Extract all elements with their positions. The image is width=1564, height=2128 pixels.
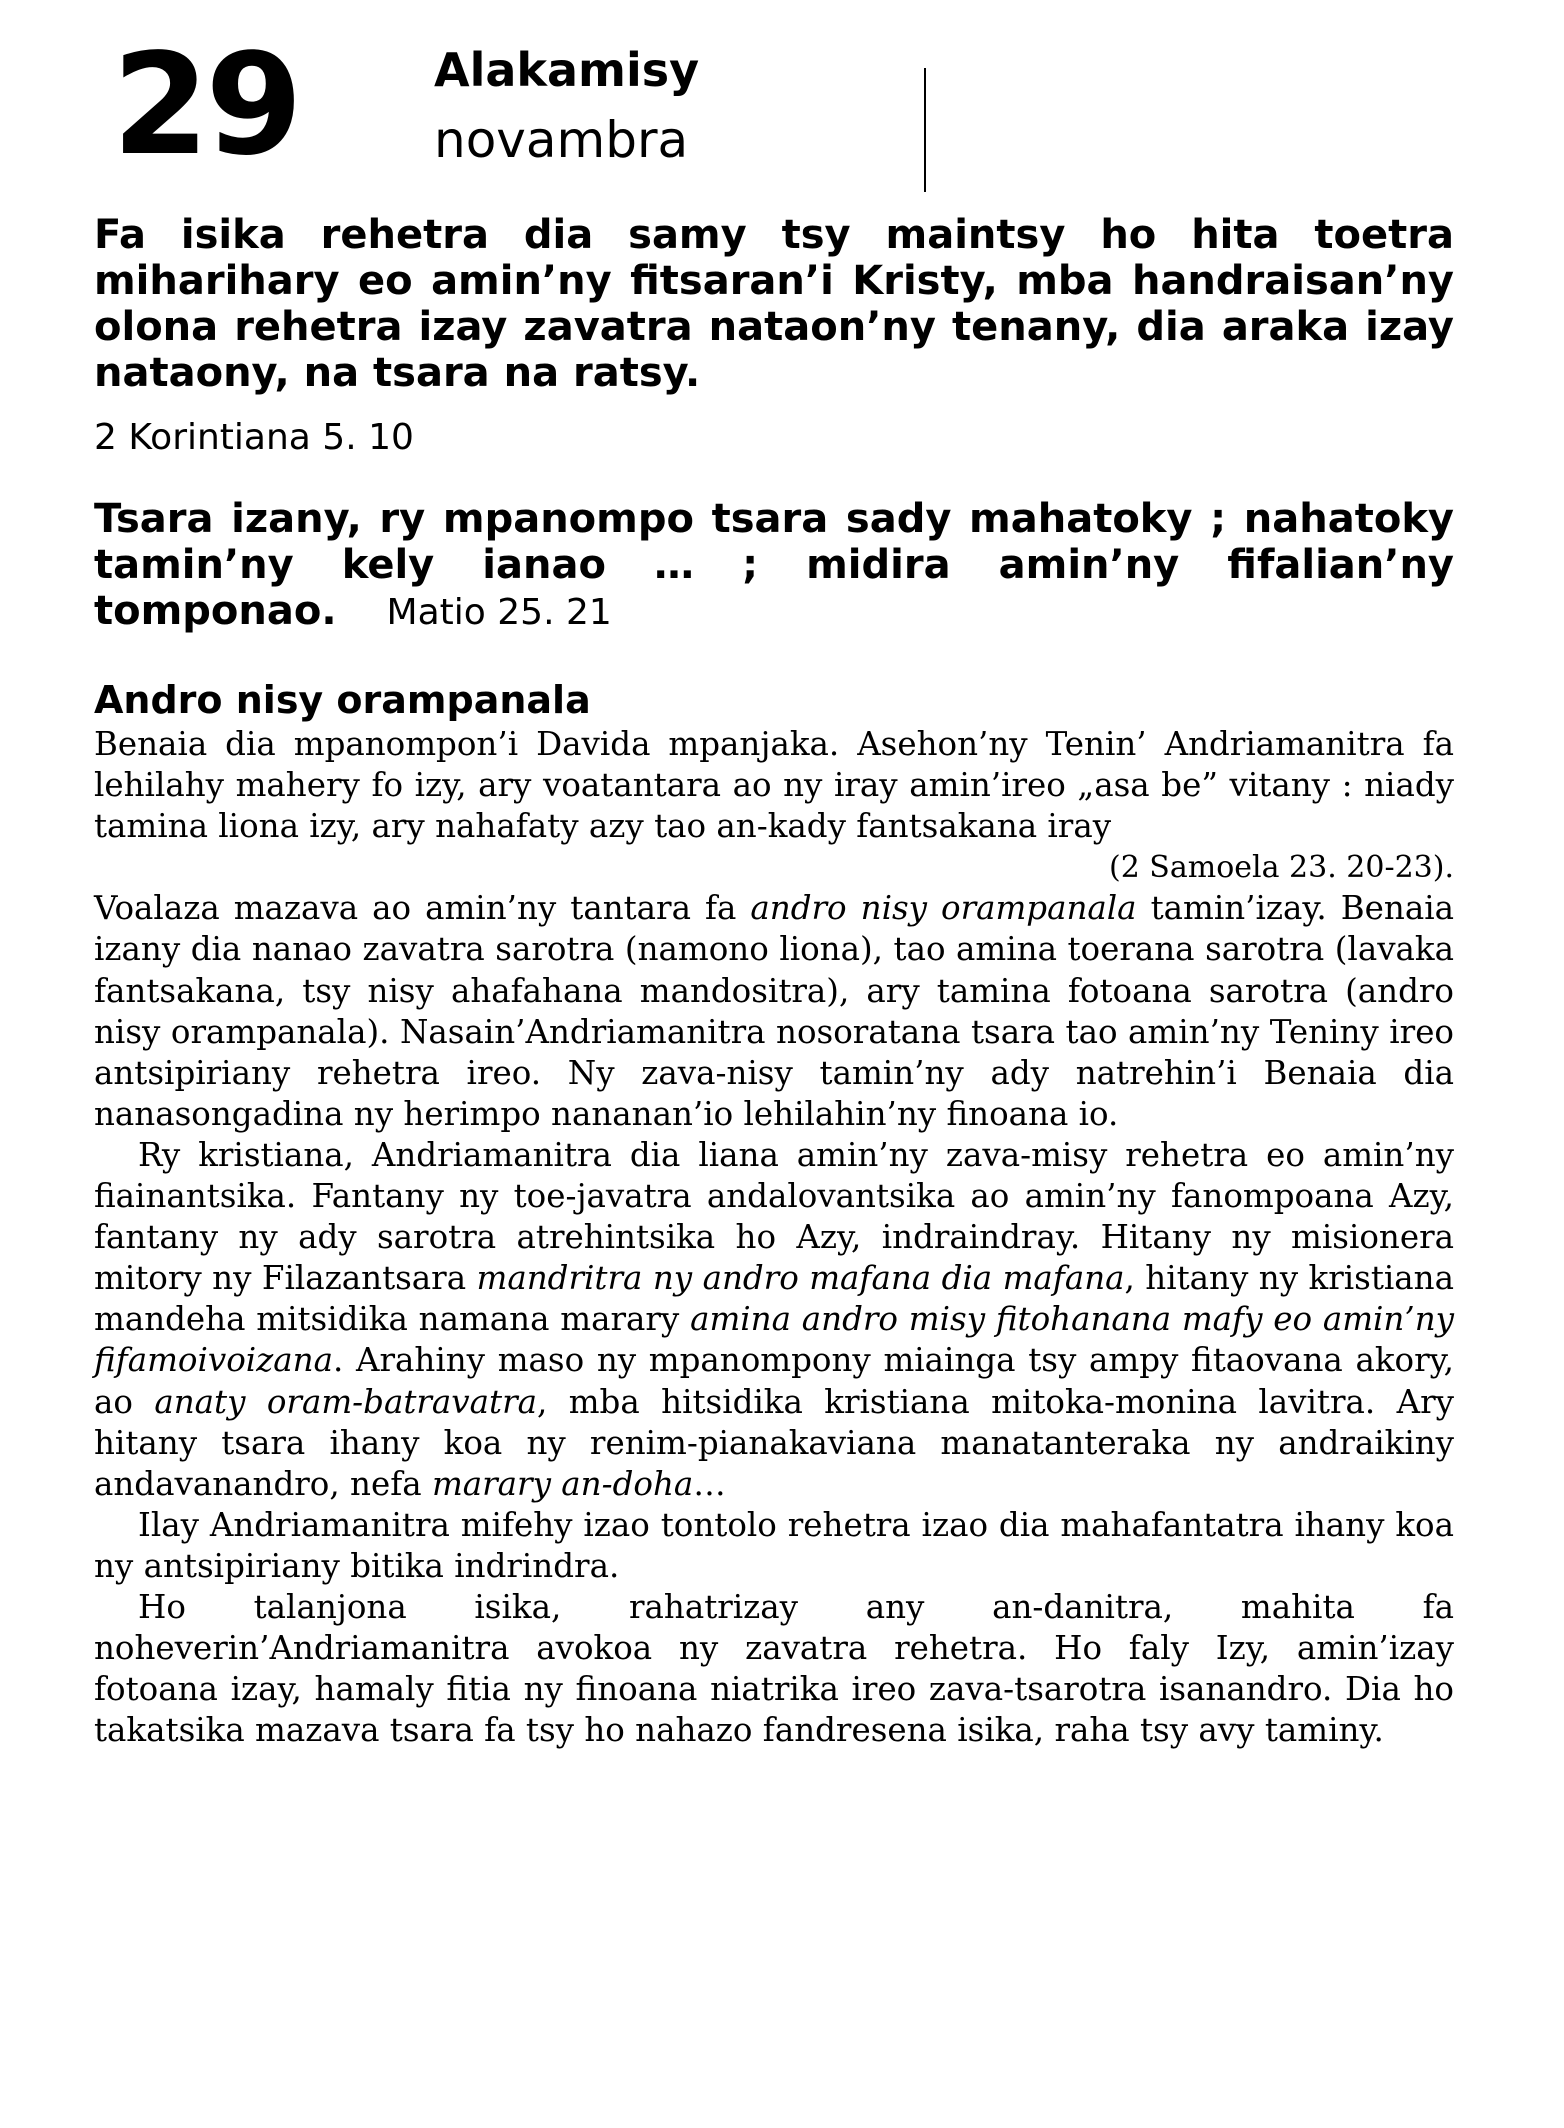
- paragraph-1-reference: (2 Samoela 23. 20-23).: [1108, 850, 1454, 886]
- paragraph-2-emphasis-1: mandritra ny andro mafana dia mafana: [476, 1259, 1125, 1298]
- paragraph-2-emphasis-2: amina andro misy fitohanana mafy eo amin’ny fifamoivoizana: [94, 1300, 1454, 1380]
- paragraph-1-text-b: Voalaza mazava ao amin’ny tantara fa: [94, 889, 737, 928]
- verse-2: [94, 496, 1454, 636]
- date-header: [112, 24, 872, 187]
- paragraph-1: [94, 724, 1454, 1135]
- verse-1: [94, 212, 1454, 396]
- article-body: [94, 724, 1454, 1751]
- paragraph-2-text-g: , mba hitsidika kristiana mitoka-monina lavitra. Ary hitany tsara ihany koa ny renim-pianakaviana manatanteraka ny andraikiny andavanandro, nefa: [94, 1382, 1454, 1503]
- paragraph-1-text-a: Benaia dia mpanompon’i Davida mpanjaka. Asehon’ny Tenin’ Andriamanitra fa lehilahy mahery fo izy, ary voatantara ao ny iray amin’ireo „asa be” vitany : niady tamina liona izy, ary nahafaty azy tao an-kady fantsakana iray: [94, 725, 1454, 846]
- paragraph-2: [94, 1135, 1454, 1505]
- paragraph-1-text-d: tamin’izay. Benaia izany dia nanao zavatra sarotra (namono liona), tao amina toerana sarotra (lavaka fantsakana, tsy nisy ahafahana mandositra), ary tamina fotoana sarotra (andro nisy orampanala). Nasain’Andriamanitra nosoratana tsara tao amin’ny Teniny ireo antsipiriany rehetra ireo. Ny zava-nisy tamin’ny ady natrehin’i Benaia dia nanasongadina ny herimpo nananan’io lehilahin’ny finoana io.: [94, 889, 1454, 1133]
- verse-1-reference: 2 Korintiana 5. 10: [94, 417, 414, 458]
- paragraph-2-emphasis-4: marary an-doha: [431, 1464, 694, 1503]
- verse-1-text: Fa isika rehetra dia samy tsy maintsy ho hita toetra miharihary eo amin’ny fitsaran’i Kristy, mba handraisan’ny olona rehetra izay zavatra nataon’ny tenany, dia araka izay nataony, na tsara na ratsy.: [94, 212, 1454, 396]
- paragraph-2-ellipsis: …: [693, 1464, 726, 1503]
- verse-2-text: Tsara izany, ry mpanompo tsara sady mahatoky ; nahatoky tamin’ny kely ianao … ; midira amin’ny fifalian’ny tomponao.: [94, 496, 1454, 634]
- paragraph-2-emphasis-3: anaty oram-batravatra: [154, 1382, 538, 1421]
- header-divider: [924, 68, 926, 192]
- paragraph-3: Ilay Andriamanitra mifehy izao tontolo rehetra izao dia mahafantatra ihany koa ny antsipiriany bitika indrindra.: [94, 1505, 1454, 1585]
- paragraph-2-text-c: , hitany ny kristiana mandeha mitsidika namana marary: [94, 1259, 1454, 1339]
- month: novambra: [434, 111, 689, 169]
- paragraph-1-emphasis: andro nisy orampanala: [750, 889, 1137, 928]
- verse-2-reference: Matio 25. 21: [386, 592, 612, 633]
- paragraph-4: Ho talanjona isika, rahatrizay any an-danitra, mahita fa noheverin’Andriamanitra avokoa ny zavatra rehetra. Ho faly Izy, amin’izay fotoana izay, hamaly fitia ny finoana niatrika ireo zava-tsarotra isanandro. Dia ho takatsika mazava tsara fa tsy ho nahazo fandresena isika, raha tsy avy taminy.: [94, 1587, 1454, 1750]
- article-title: Andro nisy orampanala: [94, 678, 591, 722]
- day-number: 29: [112, 24, 299, 187]
- weekday: Alakamisy: [434, 43, 700, 97]
- paragraph-2-text-a: Ry kristiana, Andriamanitra dia liana amin’ny zava-misy rehetra eo amin’ny fiainantsika. Fantany ny toe-javatra andalovantsika ao amin’ny fanompoana Azy, fantany ny ady sarotra atrehintsika ho Azy, indraindray. Hitany ny misionera mitory ny Filazantsara: [94, 1135, 1454, 1298]
- paragraph-2-text-e: . Arahiny maso ny mpanompony miainga tsy ampy fitaovana akory, ao: [94, 1341, 1454, 1421]
